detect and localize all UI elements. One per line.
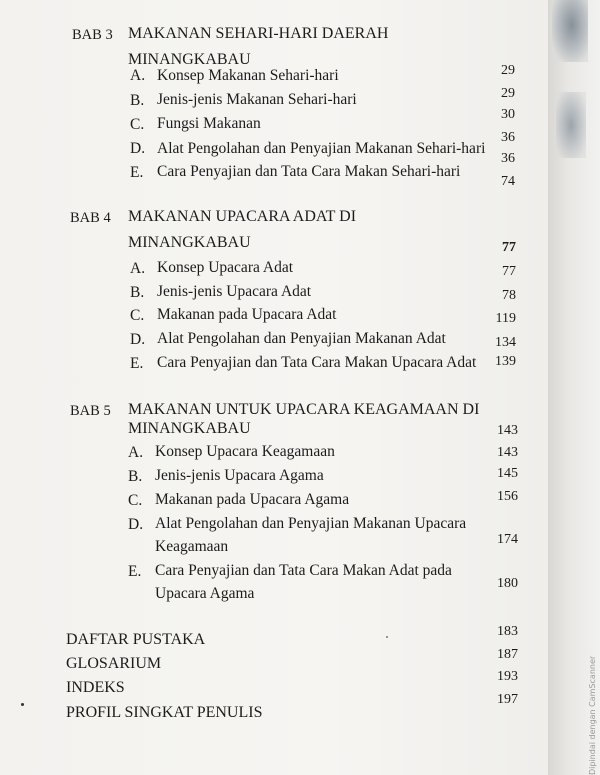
toc-letter: B. [128,468,143,485]
chapter-title: MAKANAN UPACARA ADAT DI [128,208,357,225]
chapter-label: BAB 5 [70,403,111,419]
page-number: 180 [497,576,518,591]
page-number: 36 [501,130,515,145]
toc-letter: A. [130,67,146,84]
toc-letter: A. [130,260,146,277]
page-number: 29 [501,63,515,78]
toc-entry: Alat Pengolahan dan Penyajian Makanan Sehari-hari [157,140,486,157]
page-number: 119 [495,311,516,326]
page-number: 143 [497,445,518,460]
toc-entry: Cara Penyajian dan Tata Cara Makan Sehari-hari [157,163,461,180]
toc-letter: B. [130,92,145,109]
chapter-title: MAKANAN UNTUK UPACARA KEAGAMAAN DI [128,401,480,418]
scanner-watermark: Dipindai dengan CamScanner [588,655,597,775]
page-number: 30 [501,107,515,122]
page-number: 134 [495,335,516,350]
toc-letter: C. [128,492,143,509]
page-number: 77 [502,264,516,279]
chapter-label: BAB 4 [70,210,111,226]
toc-entry: Jenis-jenis Upacara Adat [157,283,312,300]
page-number: 77 [502,240,516,255]
page-number: 145 [497,466,518,481]
dust-speck [386,636,388,638]
toc-letter: E. [130,355,144,372]
toc-entry: Konsep Upacara Adat [157,259,294,276]
toc-entry: Alat Pengolahan dan Penyajian Makanan Adat [157,330,446,347]
chapter-title-cont: MINANGKABAU [128,51,251,68]
page-number: 156 [497,489,518,504]
toc-entry: Jenis-jenis Upacara Agama [155,467,324,484]
page-number: 78 [502,288,516,303]
page-number: 193 [497,669,518,684]
toc-letter: D. [130,331,146,348]
chapter-label: BAB 3 [72,27,113,43]
toc-letter: A. [128,444,144,461]
toc-entry: Konsep Makanan Sehari-hari [157,67,339,84]
toc-letter: D. [130,140,146,157]
toc-letter: B. [130,284,145,301]
toc-entry: Fungsi Makanan [157,115,261,132]
toc-entry: Cara Penyajian dan Tata Cara Makan Adat pada [155,562,452,579]
chapter-title-cont: MINANGKABAU [128,420,251,437]
toc-entry-profil: PROFIL SINGKAT PENULIS [66,704,263,721]
page-number: 187 [497,647,518,662]
toc-entry-cont: Keagamaan [155,538,229,555]
toc-letter: E. [130,164,144,181]
toc-letter: C. [130,307,145,324]
page-number: 174 [497,532,518,547]
toc-entry: Cara Penyajian dan Tata Cara Makan Upacara Adat [157,354,477,371]
toc-entry: Alat Pengolahan dan Penyajian Makanan Upacara [155,515,467,532]
dust-speck [21,703,24,706]
page-number: 36 [501,151,515,166]
toc-entry: Jenis-jenis Makanan Sehari-hari [157,91,357,108]
page-number: 29 [501,86,515,101]
toc-entry: Konsep Upacara Keagamaan [155,443,335,460]
chapter-title-cont: MINANGKABAU [128,234,251,251]
toc-entry: Makanan pada Upacara Adat [157,306,337,323]
toc-entry-cont: Upacara Agama [155,585,255,602]
edge-photo-fragment [556,92,586,158]
page-number: 74 [501,174,515,189]
page-number: 197 [497,692,518,707]
toc-letter: C. [130,116,145,133]
page-number: 183 [497,624,518,639]
toc-entry-indeks: INDEKS [66,679,125,696]
page-number: 143 [497,423,518,438]
toc-entry: Makanan pada Upacara Agama [155,491,350,508]
toc-entry-daftar-pustaka: DAFTAR PUSTAKA [66,631,206,648]
toc-entry-glosarium: GLOSARIUM [66,655,162,672]
toc-letter: D. [128,516,144,533]
chapter-title: MAKANAN SEHARI-HARI DAERAH [128,25,389,42]
toc-letter: E. [128,563,142,580]
page-number: 139 [495,354,516,369]
edge-photo-fragment [552,0,588,62]
